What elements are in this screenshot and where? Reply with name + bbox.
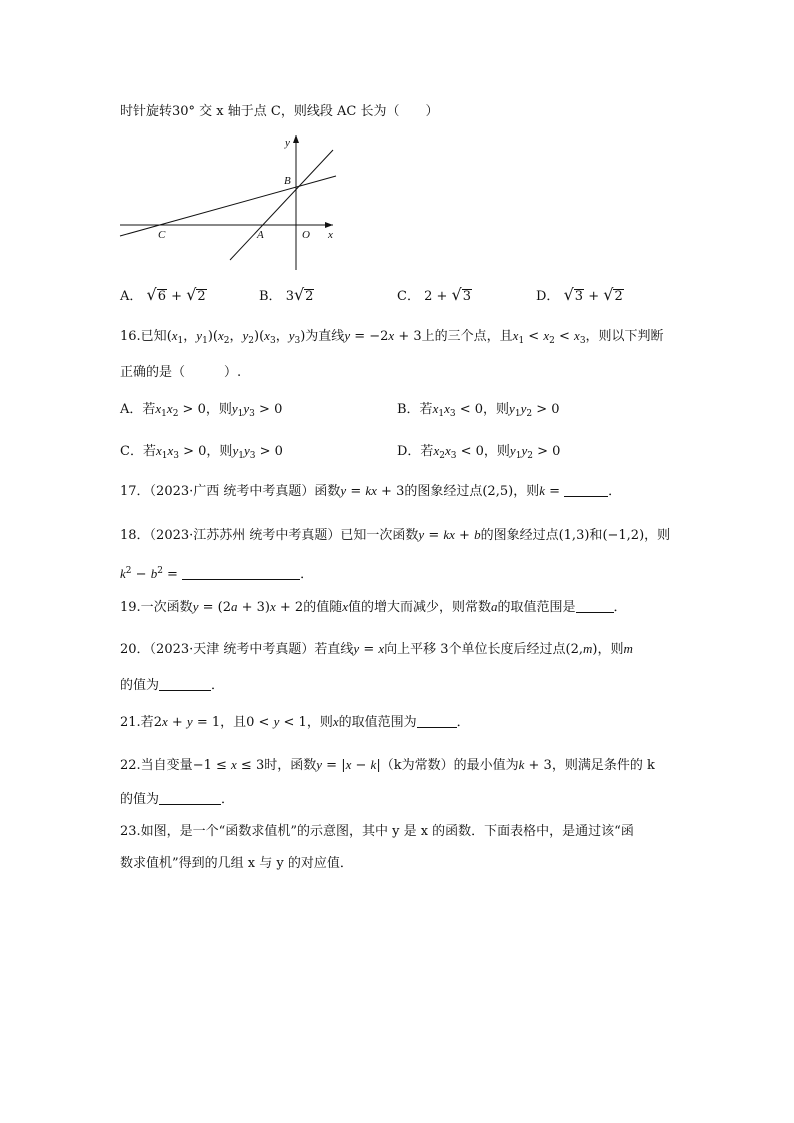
question-18-line2: $k^2 - b^2$ = ． [120,566,314,582]
q16-opt-c-label: C．若 [120,444,156,459]
q21-answer-blank[interactable] [417,715,457,728]
q17-answer-blank[interactable] [564,484,608,497]
option-d: D． √3 + √2 [536,285,623,304]
q16-option-b: B．若$x_1x_3 < 0$，则$y_1y_2 > 0$ [397,401,560,419]
q23-line1: 23.如图，是一个“函数求值机”的示意图，其中 y 是 x 的函数．下面表格中，是通过该“函 [120,824,634,839]
q16-opt-b-then: ，则 [483,402,510,417]
q17-end: ，则 [513,484,540,499]
q16-option-a: A．若$x_1x_2 > 0$，则$y_1y_3 > 0$ [120,401,283,419]
q22-end: ，则满足条件的 k [551,758,655,773]
q18-text: 18．（2023·江苏苏州 统考中考真题）已知一次函数 [120,528,419,543]
q21-end: ，则 [306,715,333,730]
question-15-tail [120,103,438,121]
question-19: 19.一次函数y = (2a + 3)x + 2的值随x值的增大而减少，则常数a的取值范围是 ． [120,599,627,615]
question-22-line2: 的值为 ． [120,792,235,807]
question-21: 21.若2x + y = 1，且0 < y < 1，则x的取值范围为 ． [120,714,470,730]
q16-opt-a-then: ，则 [205,402,232,417]
question-22: 22.当自变量−1 ≤ x ≤ 3时，函数y = |x − k|（k为常数）的最小值为k + 3，则满足条件的 k [120,757,655,773]
question-17: 17．（2023·广西 统考中考真题）函数y = kx + 3的图象经过点(2,5)，则k = ． [120,483,622,499]
q16-end: ，则以下判断 [585,329,664,344]
q22-line2: 的值为 [120,792,160,807]
q18-end: ，则 [644,528,671,543]
q22-mid2: （k为常数）的最小值为 [380,758,519,773]
coordinate-figure [115,130,345,275]
option-d-label: D． [536,289,560,304]
q18-mid: 的图象经过点 [480,528,559,543]
line-CB [120,176,336,236]
y-label: y [285,137,290,149]
origin-label: O [302,229,310,241]
q16-opt-d-then: ，则 [483,444,510,459]
q20-text: 20．（2023·天津 统考中考真题）若直线 [120,642,354,657]
q21-end2: 的取值范围为 [338,715,417,730]
q20-line2: 的值为 [120,678,160,693]
q16-opt-b-label: B．若 [397,402,433,417]
q22-text: 22.当自变量 [120,758,193,773]
point-B-label: B [284,175,291,187]
q18-answer-blank[interactable] [182,567,300,580]
q20-answer-blank[interactable] [159,678,211,691]
q17-mid: 的图象经过点 [404,484,483,499]
question-16: 16.已知($x_1$，$y_1)(x_2$，$y_2)(x_3$，$y_3$)为直线y = −2x + 3上的三个点，且$x_1 < x_2 < x_3$，则以下判断 [120,328,664,346]
q22-answer-blank[interactable] [159,792,221,805]
q17-text: 17．（2023·广西 统考中考真题）函数 [120,484,341,499]
question-23 [120,823,634,841]
q19-end: 的取值范围是 [497,600,576,615]
q21-mid: ，且 [220,715,247,730]
q19-text: 19.一次函数 [120,600,193,615]
option-b-label: B． [259,289,282,304]
q22-mid: 时，函数 [264,758,317,773]
question-18: 18．（2023·江苏苏州 统考中考真题）已知一次函数y = kx + b的图象经过点(1,3)和(−1,2)，则 [120,527,671,543]
q16-opt-d-label: D．若 [397,444,434,459]
option-b: B． 3√2 [259,285,314,304]
q16-option-d: D．若$x_2x_3 < 0$，则$y_1y_2 > 0$ [397,443,561,461]
x-label: x [328,229,333,241]
q19-mid: 的值随 [303,600,343,615]
q21-text: 21.若 [120,715,154,730]
q16-opt-c-then: ，则 [206,444,233,459]
option-c-label: C． [397,289,420,304]
x-axis-arrow [325,222,333,228]
question-15-text: 时针旋转30° 交 x 轴于点 C，则线段 AC 长为（ ） [120,104,439,119]
q16-prefix: 16.已知 [120,329,167,344]
q23-line2: 数求值机”得到的几组 x 与 y 的对应值． [120,856,353,871]
q16-mid2: 上的三个点，且 [421,329,513,344]
option-c: C． 2 + √3 [397,285,471,304]
point-A-label: A [257,229,264,241]
q16-line2: 正确的是（ ）. [120,365,242,380]
q19-mid2: 值的增大而减少，则常数 [347,600,491,615]
q20-end: ，则 [597,642,624,657]
q16-opt-a-label: A．若 [120,402,156,417]
question-23-line2 [120,855,353,873]
question-20: 20．（2023·天津 统考中考真题）若直线y = x向上平移 3个单位长度后经过点(2,m)，则m [120,641,633,657]
question-16-line2 [120,364,241,382]
option-a-label: A． [120,289,143,304]
q20-mid: 向上平移 3个单位长度后经过点 [384,642,566,657]
line-AB [230,150,333,260]
y-axis-arrow [293,135,299,143]
q18-and: 和 [589,528,603,543]
q16-mid: 为直线 [305,329,345,344]
q16-option-c: C．若$x_1x_3 > 0$，则$y_1y_3 > 0$ [120,443,283,461]
question-20-line2: 的值为 ． [120,678,225,693]
q19-answer-blank[interactable] [576,600,614,613]
point-C-label: C [158,229,166,241]
option-a: A． √6 + √2 [120,285,206,304]
